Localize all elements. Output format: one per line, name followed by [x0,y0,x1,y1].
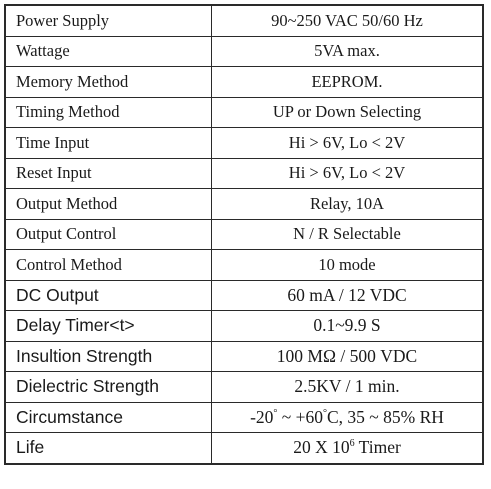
exponent-superscript: 6 [349,438,355,450]
parameter-cell: Time Input [5,128,212,159]
value-part: Timer [354,437,401,458]
table-row [5,158,483,189]
parameter-cell: DC Output [5,280,212,311]
table-row [5,311,483,342]
parameter-cell: Control Method [5,250,212,281]
value-cell: 5VA max. [212,36,484,67]
value-part: ~ +60 [277,406,323,427]
value-cell: 0.1~9.9 S [212,311,484,342]
value-part: 20 X 10 [293,437,350,458]
value-cell [212,433,484,464]
degree-superscript: ° [273,407,278,419]
table-row [5,36,483,67]
table-row [5,67,483,98]
parameter-cell: Dielectric Strength [5,372,212,403]
parameter-cell: Output Method [5,189,212,220]
parameter-cell: Reset Input [5,158,212,189]
table-row [5,372,483,403]
parameter-cell: Insultion Strength [5,341,212,372]
value-cell [212,402,484,433]
table-row [5,128,483,159]
table-row [5,5,483,36]
parameter-cell: Power Supply [5,5,212,36]
degree-superscript: ° [323,407,327,419]
parameter-cell: Life [5,433,212,464]
parameter-cell: Delay Timer<t> [5,311,212,342]
value-cell: Hi > 6V, Lo < 2V [212,128,484,159]
parameter-cell: Output Control [5,219,212,250]
parameter-cell: Circumstance [5,402,212,433]
table-row [5,97,483,128]
value-cell: 100 MΩ / 500 VDC [212,341,484,372]
table-row [5,250,483,281]
value-cell: Relay, 10A [212,189,484,220]
parameter-cell: Memory Method [5,67,212,98]
value-cell: N / R Selectable [212,219,484,250]
table-row [5,402,483,433]
value-cell: EEPROM. [212,67,484,98]
value-cell: UP or Down Selecting [212,97,484,128]
table-row [5,341,483,372]
parameter-cell: Timing Method [5,97,212,128]
table-row [5,280,483,311]
value-cell: Hi > 6V, Lo < 2V [212,158,484,189]
value-part: C, 35 ~ 85% RH [327,406,444,427]
value-cell: 10 mode [212,250,484,281]
parameter-cell: Wattage [5,36,212,67]
value-cell: 60 mA / 12 VDC [212,280,484,311]
table-row [5,219,483,250]
table-row [5,433,483,464]
value-cell: 2.5KV / 1 min. [212,372,484,403]
value-part: -20 [250,406,274,427]
value-cell: 90~250 VAC 50/60 Hz [212,5,484,36]
table-row [5,189,483,220]
specification-table [4,4,484,465]
